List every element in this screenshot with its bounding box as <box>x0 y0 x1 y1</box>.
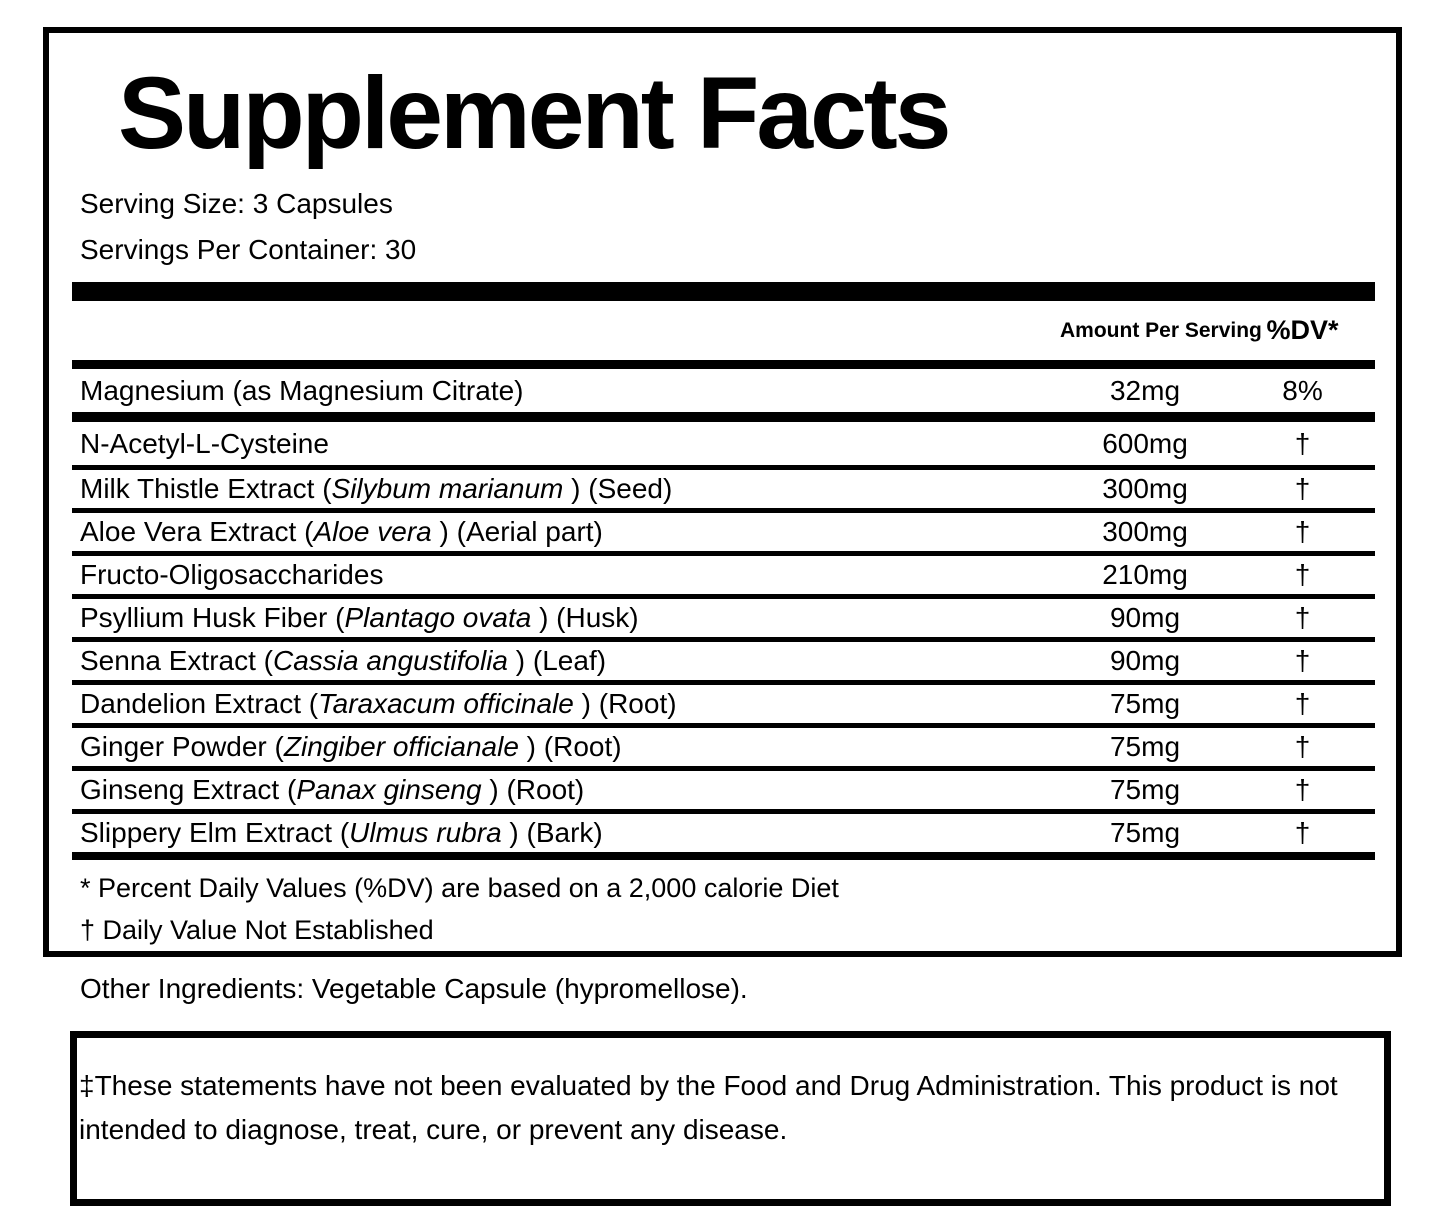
ingredient-dv: † <box>1294 774 1311 805</box>
ingredient-dv: † <box>1294 817 1311 848</box>
ingredient-name <box>72 559 1060 591</box>
ingredient-name-suffix: ) (Seed) <box>563 473 673 504</box>
ingredient-latin-name: Aloe vera <box>313 516 432 547</box>
divider-medium-under-magnesium <box>72 412 1375 422</box>
serving-size: Serving Size: 3 Capsules <box>80 188 393 219</box>
ingredient-name <box>72 688 1060 720</box>
footnote-dagger: † Daily Value Not Established <box>80 915 434 945</box>
ingredient-name <box>72 428 1060 460</box>
servings-per-container: Servings Per Container: 30 <box>80 234 417 265</box>
ingredient-name-suffix: ) (Root) <box>481 774 585 805</box>
fda-disclaimer-box <box>70 1031 1391 1206</box>
ingredient-name-text: Dandelion Extract ( <box>80 688 319 719</box>
ingredient-amount: 32mg <box>1109 374 1181 406</box>
ingredient-name <box>72 375 1060 407</box>
ingredient-name-suffix: ) (Husk) <box>531 602 639 633</box>
ingredient-dv: † <box>1294 559 1311 590</box>
table-row <box>72 422 1375 465</box>
ingredient-dv: † <box>1294 427 1311 459</box>
fda-disclaimer-text: ‡These statements have not been evaluated by the Food and Drug Administration. This product is not intended to diagnose, treat, cure, or prevent any disease. <box>79 1070 1338 1145</box>
supplement-facts-panel <box>43 27 1402 957</box>
ingredient-name-text: Slippery Elm Extract ( <box>80 817 350 848</box>
table-row <box>72 680 1375 723</box>
ingredient-name-text: Senna Extract ( <box>80 645 273 676</box>
ingredient-latin-name: Zingiber officianale <box>283 731 519 762</box>
table-row <box>72 551 1375 594</box>
ingredient-amount: 90mg <box>1109 602 1181 633</box>
ingredient-dv: 8% <box>1282 374 1323 406</box>
ingredient-amount: 75mg <box>1109 817 1181 848</box>
panel-title: Supplement Facts <box>118 56 949 170</box>
table-row <box>72 508 1375 551</box>
ingredient-amount: 300mg <box>1102 516 1188 547</box>
ingredient-latin-name: Panax ginseng <box>296 774 482 805</box>
ingredient-dv: † <box>1294 473 1311 504</box>
ingredient-amount: 600mg <box>1102 427 1188 459</box>
ingredient-latin-name: Silybum marianum <box>331 473 564 504</box>
ingredient-amount: 210mg <box>1102 559 1188 590</box>
divider-medium-above-footnotes <box>72 852 1375 860</box>
table-row <box>72 637 1375 680</box>
column-header-amount: Amount Per Serving <box>1060 318 1262 342</box>
table-row <box>72 369 1375 412</box>
ingredient-latin-name: Ulmus rubra <box>349 817 502 848</box>
ingredient-name <box>72 817 1060 849</box>
ingredient-latin-name: Cassia angustifolia <box>272 645 509 676</box>
ingredient-name <box>72 731 1060 763</box>
ingredient-name <box>72 473 1060 505</box>
ingredient-name <box>72 602 1060 634</box>
table-row <box>72 809 1375 852</box>
ingredient-name-text: Aloe Vera Extract ( <box>80 516 314 547</box>
ingredient-name-text: Ginger Powder ( <box>80 731 284 762</box>
ingredient-name-text: Ginseng Extract ( <box>80 774 297 805</box>
ingredient-dv: † <box>1294 516 1311 547</box>
ingredient-dv: † <box>1294 731 1311 762</box>
ingredient-name-suffix: ) (Root) <box>573 688 677 719</box>
ingredient-latin-name: Plantago ovata <box>344 602 532 633</box>
ingredient-name-text: Milk Thistle Extract ( <box>80 473 332 504</box>
ingredient-amount: 75mg <box>1109 731 1181 762</box>
ingredient-name-text: Psyllium Husk Fiber ( <box>80 602 345 633</box>
table-row <box>72 723 1375 766</box>
table-row <box>72 465 1375 508</box>
ingredient-name-suffix: ) (Root) <box>518 731 622 762</box>
footnote-daily-value: * Percent Daily Values (%DV) are based on a 2,000 calorie Diet <box>80 873 839 903</box>
ingredient-name <box>72 645 1060 677</box>
ingredient-name <box>72 516 1060 548</box>
column-header-dv: %DV* <box>1266 315 1339 345</box>
ingredient-amount: 90mg <box>1109 645 1181 676</box>
ingredient-dv: † <box>1294 645 1311 676</box>
divider-medium-under-header <box>72 360 1375 369</box>
ingredient-name-text: N-Acetyl-L-Cysteine <box>80 427 329 459</box>
ingredient-latin-name: Taraxacum officinale <box>318 688 574 719</box>
ingredient-name-text: Magnesium (as Magnesium Citrate) <box>80 374 524 406</box>
ingredient-amount: 75mg <box>1109 688 1181 719</box>
ingredient-name-suffix: ) (Aerial part) <box>431 516 603 547</box>
ingredient-name-text: Fructo-Oligosaccharides <box>80 559 384 590</box>
table-row <box>72 766 1375 809</box>
ingredient-name-suffix: ) (Leaf) <box>508 645 607 676</box>
ingredient-name <box>72 774 1060 806</box>
divider-heavy-top <box>72 282 1375 301</box>
other-ingredients: Other Ingredients: Vegetable Capsule (hypromellose). <box>80 973 748 1004</box>
ingredient-dv: † <box>1294 602 1311 633</box>
ingredient-amount: 75mg <box>1109 774 1181 805</box>
ingredient-amount: 300mg <box>1102 473 1188 504</box>
table-row <box>72 594 1375 637</box>
table-header <box>72 301 1375 360</box>
ingredient-dv: † <box>1294 688 1311 719</box>
ingredient-name-suffix: ) (Bark) <box>501 817 603 848</box>
